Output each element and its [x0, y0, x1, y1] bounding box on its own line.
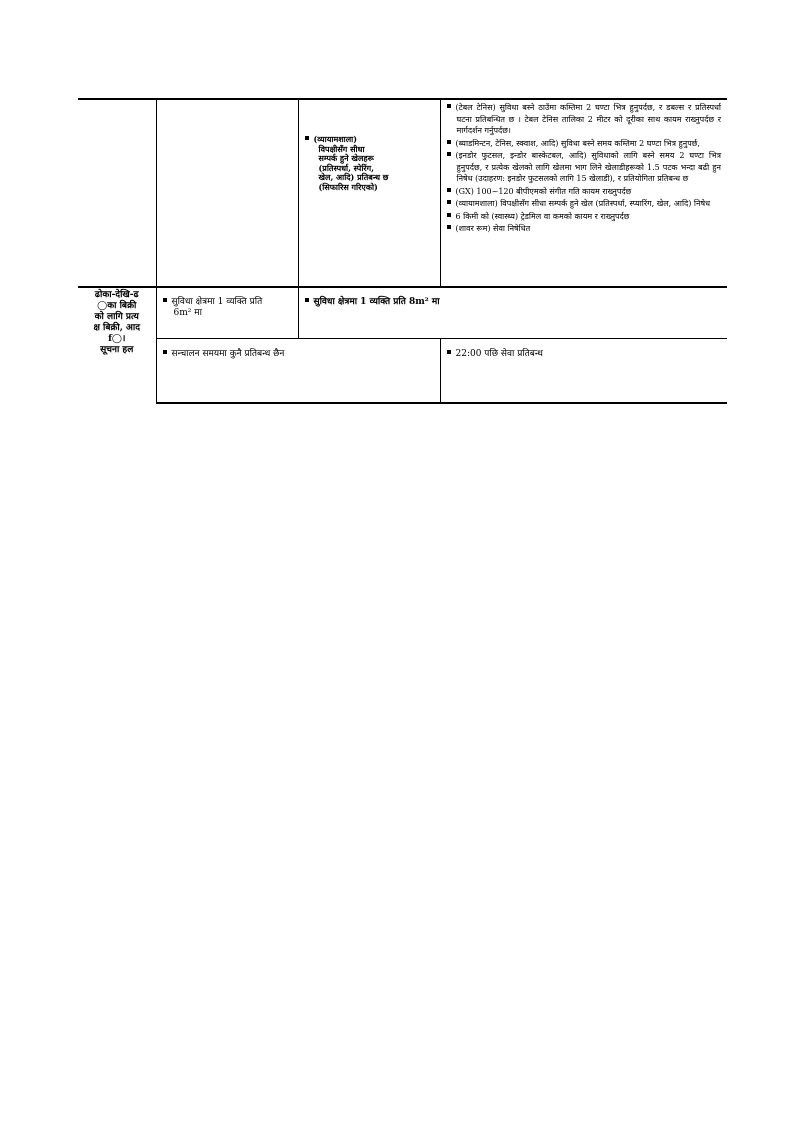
table-row [78, 339, 727, 404]
rules-cell [440, 99, 727, 287]
list-item [447, 198, 722, 210]
empty-cell [156, 99, 298, 287]
bullet-icon [447, 350, 451, 354]
table-row [78, 287, 727, 339]
bullet-icon [447, 152, 451, 156]
rules-list [441, 102, 728, 235]
bullet-icon [447, 188, 451, 192]
table-row [78, 99, 727, 287]
rule-text: (GX) 100~120 बीपीएमको संगीत गति कायम राख्नुपर्दछ [455, 186, 632, 196]
rule-text: (टेबल टेनिस) सुविधा बस्ने ठाउँमा कम्तिमा 2 घण्टा भित्र हुनुपर्दछ, र डबल्स र प्रतिस्पर्धा घटना प्रतिबन्धित छ । टेबल टेनिस तालिका 2 मीटर को दूरीका साथ कायम राख्नुपर्दछ र मार्गदर्शन गर्नुपर्दछ। [455, 103, 721, 135]
regulations-table [78, 98, 727, 404]
bullet-icon [447, 200, 451, 204]
list-item [447, 138, 722, 150]
bullet-icon [447, 104, 451, 108]
gym-note-line: विपक्षीसँग सीधा [318, 143, 365, 154]
gym-note-line: (सिफारिस गरिएको) [318, 181, 378, 192]
gym-note-line: (प्रतिस्पर्धा, स्पेरिंग, [318, 162, 374, 173]
bullet-icon [305, 298, 309, 302]
row-header-line: को लागि प्रत्य [94, 312, 139, 322]
bullet-icon [447, 225, 451, 229]
bullet-icon [163, 350, 167, 354]
rule-text: (इनडोर फुटसल, इन्डोर बास्केटबल, आदि) सुविधाको लागि बस्ने समय 2 घण्टा भित्र हुनुपर्दछ, र प्रत्येक खेलको लागि खेलमा भाग लिने खेलाडीहरूको 1.5 पटक भन्दा बढी हुन निषेध (उदाहरण: इनडोर फुटसलको लागि 15 खेलाडी), र प्रतियोगिता प्रतिबन्ध छ [455, 151, 721, 183]
empty-cell [78, 99, 156, 287]
capacity-text-cont: 6m² मा [173, 308, 202, 318]
rule-text: (शावर रूम) सेवा निषेधित [455, 224, 531, 233]
rule-text: (ब्याडमिन्टन, टेनिस, स्क्वाश, आदि) सुविधा बस्ने समय कम्तिमा 2 घण्टा भित्र हुनुपर्छ, [455, 138, 700, 148]
row-header-line: f◯। [108, 334, 126, 344]
rule-text: 6 किमी को (स्वास्थ्य) ट्रेडमिल वा कमको कायम र राख्नुपर्दछ [455, 211, 630, 221]
hours-cell-b [440, 339, 727, 404]
row-header-line: ढोका-देखि-ढ [94, 290, 139, 300]
row-header-line: ◯का बिक्री [97, 301, 137, 311]
list-item [447, 150, 722, 185]
bullet-icon [447, 213, 451, 217]
row-header-line: क्ष बिक्री, आद [93, 323, 141, 333]
capacity-text: सुविधा क्षेत्रमा 1 व्यक्ति प्रति 8m² मा [313, 297, 440, 307]
list-item [447, 223, 722, 235]
rule-text: (व्यायामशाला) विपक्षीसँग सीधा सम्पर्क हुने खेल (प्रतिस्पर्धा, स्प्यारिंग, खेल, आदि) निषेध [455, 199, 710, 208]
row-header-cell [78, 287, 156, 403]
gym-note-cell [298, 99, 440, 287]
bullet-icon [305, 136, 309, 140]
capacity-cell-a [156, 287, 298, 339]
list-item [447, 186, 722, 198]
list-item [447, 211, 722, 223]
gym-note [305, 135, 440, 192]
capacity-cell-b [298, 287, 727, 339]
gym-note-heading: (व्यायामशाला) [313, 134, 358, 144]
row-header-line: सूचना हल [100, 345, 134, 355]
bullet-icon [447, 140, 451, 144]
list-item [447, 102, 722, 137]
bullet-icon [163, 298, 167, 302]
hours-text: 22:00 पछि सेवा प्रतिबन्ध [455, 349, 543, 359]
hours-text: सन्चालन समयमा कुनै प्रतिबन्ध छैन [171, 349, 285, 359]
capacity-text: सुविधा क्षेत्रमा 1 व्यक्ति प्रति [171, 297, 263, 307]
hours-cell-a [156, 339, 440, 404]
gym-note-line: सम्पर्क हुने खेलहरू [318, 153, 374, 163]
gym-note-line: खेल, आदि) प्रतिबन्ध छ [318, 172, 389, 182]
